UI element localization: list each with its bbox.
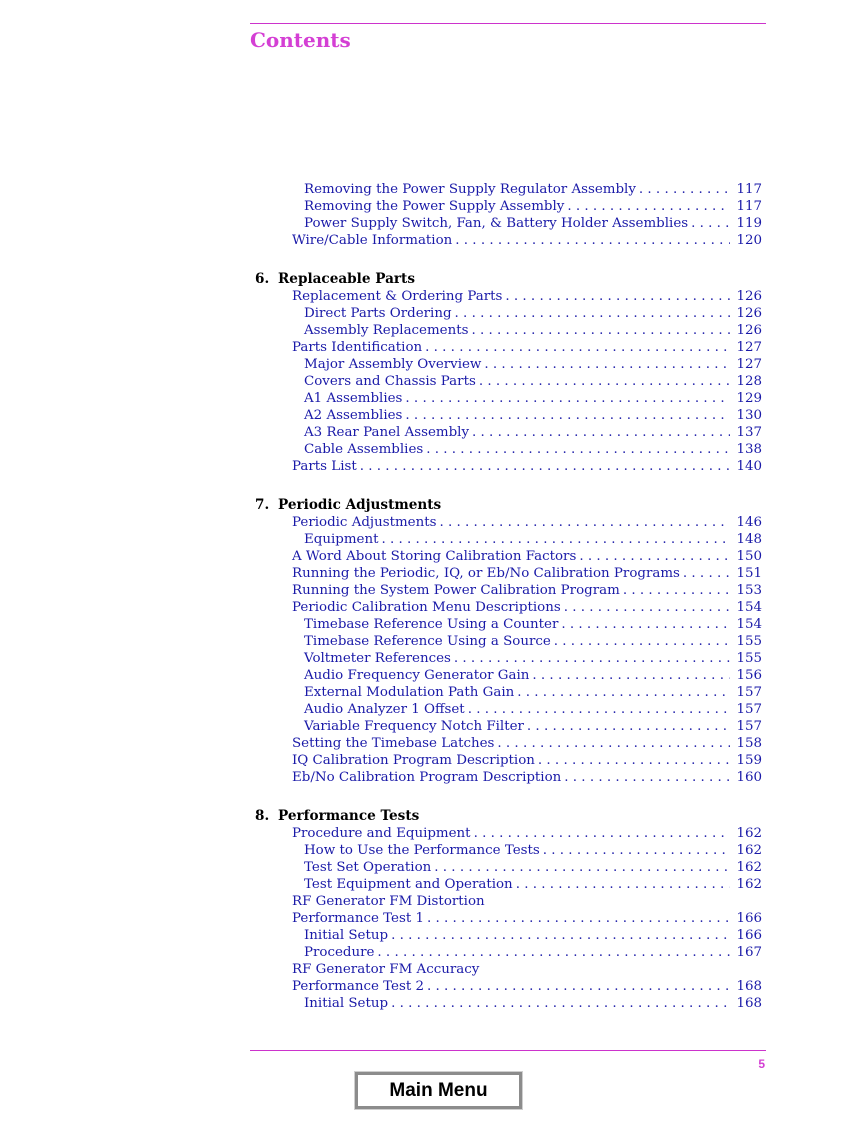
toc-page-number: 126 bbox=[736, 323, 762, 338]
toc-entry[interactable] bbox=[250, 424, 762, 441]
toc-entry[interactable] bbox=[250, 582, 762, 599]
toc-entry-label: Covers and Chassis Parts bbox=[304, 374, 476, 389]
toc-entry-label: Performance Test 2 bbox=[292, 979, 424, 994]
bottom-rule bbox=[250, 1050, 766, 1051]
toc-entry-label: Eb/No Calibration Program Description bbox=[292, 770, 562, 785]
toc-entry[interactable] bbox=[250, 995, 762, 1012]
toc-page-number: 154 bbox=[736, 617, 762, 632]
toc-entry[interactable] bbox=[250, 701, 762, 718]
toc-page-number: 140 bbox=[736, 459, 762, 474]
toc-entry[interactable] bbox=[250, 548, 762, 565]
toc-entry[interactable] bbox=[250, 288, 762, 305]
dot-leader bbox=[472, 424, 730, 441]
toc-entry-label: Direct Parts Ordering bbox=[304, 306, 452, 321]
toc-entry-label: A2 Assemblies bbox=[304, 408, 403, 423]
toc-entry[interactable] bbox=[250, 718, 762, 735]
toc-entry-label: Timebase Reference Using a Source bbox=[304, 634, 551, 649]
toc-entry-label: Cable Assemblies bbox=[304, 442, 424, 457]
toc-entry-label: Performance Test 1 bbox=[292, 911, 424, 926]
toc-entry-label: Power Supply Switch, Fan, & Battery Holder Assemblies bbox=[304, 216, 689, 231]
dot-leader bbox=[543, 842, 731, 859]
toc-entry-label: Procedure and Equipment bbox=[292, 826, 471, 841]
toc-page-number: 158 bbox=[736, 736, 762, 751]
table-of-contents bbox=[250, 181, 762, 1012]
toc-entry[interactable] bbox=[250, 514, 762, 531]
toc-page-number: 168 bbox=[736, 979, 762, 994]
page-number: 5 bbox=[758, 1057, 765, 1071]
dot-leader bbox=[683, 565, 731, 582]
toc-entry[interactable] bbox=[250, 356, 762, 373]
toc-entry[interactable] bbox=[250, 373, 762, 390]
toc-entry-label: Running the System Power Calibration Program bbox=[292, 583, 620, 598]
toc-page-number: 146 bbox=[736, 515, 762, 530]
dot-leader bbox=[517, 684, 730, 701]
toc-page-number: 157 bbox=[736, 685, 762, 700]
toc-entry[interactable] bbox=[250, 633, 762, 650]
toc-page-number: 137 bbox=[736, 425, 762, 440]
dot-leader bbox=[471, 322, 730, 339]
dot-leader bbox=[484, 356, 730, 373]
toc-entry-label: Timebase Reference Using a Counter bbox=[304, 617, 559, 632]
toc-entry[interactable] bbox=[250, 305, 762, 322]
toc-entry[interactable] bbox=[250, 825, 762, 842]
toc-entry[interactable] bbox=[250, 458, 762, 475]
toc-chapter-heading bbox=[250, 271, 762, 288]
toc-page-number: 127 bbox=[736, 357, 762, 372]
toc-entry-label: External Modulation Path Gain bbox=[304, 685, 515, 700]
dot-leader bbox=[455, 305, 731, 322]
toc-entry[interactable] bbox=[250, 390, 762, 407]
toc-page-number: 129 bbox=[736, 391, 762, 406]
toc-section-heading[interactable] bbox=[250, 961, 762, 978]
toc-entry[interactable] bbox=[250, 769, 762, 786]
dot-leader bbox=[391, 995, 730, 1012]
toc-entry-label: Audio Frequency Generator Gain bbox=[304, 668, 530, 683]
chapter-title: Periodic Adjustments bbox=[278, 497, 442, 513]
dot-leader bbox=[479, 373, 731, 390]
toc-entry[interactable] bbox=[250, 650, 762, 667]
toc-section-heading[interactable] bbox=[250, 893, 762, 910]
toc-page-number: 159 bbox=[736, 753, 762, 768]
toc-page-number: 162 bbox=[736, 860, 762, 875]
toc-entry-label: Test Equipment and Operation bbox=[304, 877, 513, 892]
dot-leader bbox=[564, 599, 731, 616]
dot-leader bbox=[532, 667, 730, 684]
toc-page-number: 155 bbox=[736, 651, 762, 666]
toc-entry[interactable] bbox=[250, 944, 762, 961]
toc-page-number: 150 bbox=[736, 549, 762, 564]
toc-page-number: 138 bbox=[736, 442, 762, 457]
toc-page-number: 126 bbox=[736, 289, 762, 304]
toc-entry-label: Equipment bbox=[304, 532, 379, 547]
toc-entry-label: Running the Periodic, IQ, or Eb/No Calibration Programs bbox=[292, 566, 680, 581]
toc-page-number: 160 bbox=[736, 770, 762, 785]
toc-chapter-heading bbox=[250, 808, 762, 825]
dot-leader bbox=[554, 633, 731, 650]
dot-leader bbox=[455, 232, 730, 249]
toc-page-number: 151 bbox=[736, 566, 762, 581]
toc-entry-label: Major Assembly Overview bbox=[304, 357, 482, 372]
toc-entry[interactable] bbox=[250, 599, 762, 616]
dot-leader bbox=[516, 876, 731, 893]
toc-page-number: 157 bbox=[736, 702, 762, 717]
toc-entry-label: RF Generator FM Distortion bbox=[292, 894, 485, 909]
toc-page-number: 127 bbox=[736, 340, 762, 355]
toc-entry-label: Test Set Operation bbox=[304, 860, 432, 875]
dot-leader bbox=[561, 616, 730, 633]
chapter-title: Performance Tests bbox=[278, 808, 420, 824]
dot-leader bbox=[427, 978, 730, 995]
toc-page-number: 166 bbox=[736, 928, 762, 943]
toc-entry[interactable] bbox=[250, 407, 762, 424]
toc-chapter-heading bbox=[250, 497, 762, 514]
toc-entry-label: Initial Setup bbox=[304, 928, 389, 943]
toc-entry-label: Voltmeter References bbox=[304, 651, 451, 666]
toc-entry-label: Periodic Adjustments bbox=[292, 515, 437, 530]
toc-entry-label: RF Generator FM Accuracy bbox=[292, 962, 480, 977]
main-menu-button[interactable]: Main Menu bbox=[355, 1072, 522, 1109]
toc-page-number: 120 bbox=[736, 233, 762, 248]
dot-leader bbox=[579, 548, 730, 565]
toc-page-number: 162 bbox=[736, 877, 762, 892]
toc-entry[interactable] bbox=[250, 684, 762, 701]
dot-leader bbox=[497, 735, 730, 752]
toc-entry[interactable] bbox=[250, 752, 762, 769]
chapter-title: Replaceable Parts bbox=[278, 271, 415, 287]
toc-entry-label: Removing the Power Supply Regulator Assembly bbox=[304, 182, 636, 197]
toc-entry-label: Setting the Timebase Latches bbox=[292, 736, 495, 751]
toc-entry-label: Parts Identification bbox=[292, 340, 423, 355]
toc-entry-label: Parts List bbox=[292, 459, 357, 474]
toc-entry[interactable] bbox=[250, 842, 762, 859]
toc-entry-label: IQ Calibration Program Description bbox=[292, 753, 535, 768]
dot-leader bbox=[639, 181, 731, 198]
dot-leader bbox=[474, 825, 731, 842]
toc-entry[interactable] bbox=[250, 531, 762, 548]
toc-page-number: 156 bbox=[736, 668, 762, 683]
toc-entry-label: Periodic Calibration Menu Descriptions bbox=[292, 600, 561, 615]
chapter-number: 6. bbox=[255, 271, 270, 287]
toc-entry-label: Removing the Power Supply Assembly bbox=[304, 199, 565, 214]
toc-entry-label: Procedure bbox=[304, 945, 375, 960]
chapter-number: 8. bbox=[255, 808, 270, 824]
toc-entry[interactable] bbox=[250, 735, 762, 752]
toc-entry-label: A1 Assemblies bbox=[304, 391, 403, 406]
dot-leader bbox=[377, 944, 730, 961]
toc-entry-label: A3 Rear Panel Assembly bbox=[304, 425, 470, 440]
chapter-number: 7. bbox=[255, 497, 270, 513]
dot-leader bbox=[405, 390, 730, 407]
toc-entry[interactable] bbox=[250, 322, 762, 339]
dot-leader bbox=[405, 407, 730, 424]
toc-entry-label: Replacement & Ordering Parts bbox=[292, 289, 503, 304]
dot-leader bbox=[527, 718, 731, 735]
toc-page-number: 166 bbox=[736, 911, 762, 926]
toc-entry-label: Assembly Replacements bbox=[304, 323, 469, 338]
toc-entry-label: Variable Frequency Notch Filter bbox=[304, 719, 524, 734]
dot-leader bbox=[434, 859, 730, 876]
toc-entry[interactable] bbox=[250, 978, 762, 995]
toc-entry[interactable] bbox=[250, 181, 762, 198]
dot-leader bbox=[468, 701, 731, 718]
toc-page-number: 167 bbox=[736, 945, 762, 960]
toc-entry[interactable] bbox=[250, 232, 762, 249]
toc-entry[interactable] bbox=[250, 859, 762, 876]
toc-page-number: 119 bbox=[736, 216, 762, 231]
dot-leader bbox=[623, 582, 731, 599]
toc-page-number: 128 bbox=[736, 374, 762, 389]
dot-leader bbox=[381, 531, 730, 548]
toc-page-number: 154 bbox=[736, 600, 762, 615]
toc-entry-label: Initial Setup bbox=[304, 996, 389, 1011]
toc-entry[interactable] bbox=[250, 927, 762, 944]
toc-page-number: 117 bbox=[736, 199, 762, 214]
toc-entry[interactable] bbox=[250, 667, 762, 684]
toc-entry[interactable] bbox=[250, 876, 762, 893]
toc-page-number: 168 bbox=[736, 996, 762, 1011]
toc-page-number: 157 bbox=[736, 719, 762, 734]
toc-page-number: 162 bbox=[736, 826, 762, 841]
toc-entry-label: A Word About Storing Calibration Factors bbox=[292, 549, 577, 564]
toc-entry[interactable] bbox=[250, 565, 762, 582]
page-title: Contents bbox=[250, 28, 351, 52]
toc-entry[interactable] bbox=[250, 215, 762, 232]
dot-leader bbox=[360, 458, 731, 475]
dot-leader bbox=[691, 215, 730, 232]
dot-leader bbox=[427, 910, 730, 927]
dot-leader bbox=[425, 339, 730, 356]
dot-leader bbox=[439, 514, 730, 531]
toc-entry[interactable] bbox=[250, 339, 762, 356]
dot-leader bbox=[454, 650, 731, 667]
toc-entry[interactable] bbox=[250, 910, 762, 927]
toc-page-number: 126 bbox=[736, 306, 762, 321]
toc-entry-label: How to Use the Performance Tests bbox=[304, 843, 540, 858]
toc-entry-label: Audio Analyzer 1 Offset bbox=[304, 702, 465, 717]
toc-page-number: 153 bbox=[736, 583, 762, 598]
toc-page-number: 148 bbox=[736, 532, 762, 547]
toc-page-number: 155 bbox=[736, 634, 762, 649]
top-rule bbox=[250, 23, 766, 24]
toc-page-number: 162 bbox=[736, 843, 762, 858]
dot-leader bbox=[391, 927, 730, 944]
toc-entry[interactable] bbox=[250, 198, 762, 215]
toc-page-number: 117 bbox=[736, 182, 762, 197]
toc-page-number: 130 bbox=[736, 408, 762, 423]
dot-leader bbox=[567, 198, 730, 215]
toc-entry[interactable] bbox=[250, 616, 762, 633]
toc-entry[interactable] bbox=[250, 441, 762, 458]
toc-entry-label: Wire/Cable Information bbox=[292, 233, 453, 248]
dot-leader bbox=[564, 769, 730, 786]
dot-leader bbox=[426, 441, 730, 458]
dot-leader bbox=[505, 288, 730, 305]
dot-leader bbox=[538, 752, 731, 769]
